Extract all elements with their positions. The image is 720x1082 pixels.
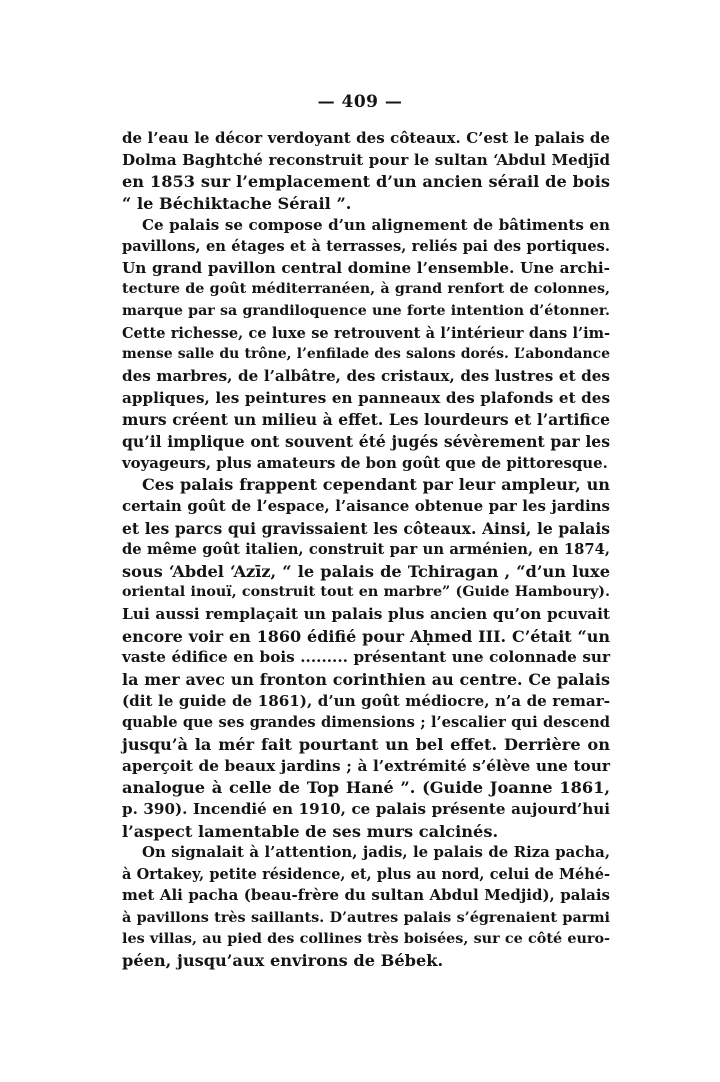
text-line: en 1853 sur l’emplacement d’un ancien sérail de bois — [122, 172, 610, 192]
text-line: Un grand pavillon central domine l’ensemble. Une archi- — [122, 258, 610, 277]
text-line: encore voir en 1860 édifié pour Aḥmed III. C’était “un — [122, 626, 610, 646]
text-line: met Ali pacha (beau-frère du sultan Abdul Medjid), palais — [122, 886, 610, 905]
text-line: p. 390). Incendié en 1910, ce palais présente aujourd’hui — [122, 799, 610, 818]
text-line: des marbres, de l’albâtre, des cristaux, des lustres et des — [122, 367, 610, 386]
text-line: murs créent un milieu à effet. Les lourdeurs et l’artifice — [122, 410, 610, 430]
text-line: Lui aussi remplaçait un palais plus ancien qu’on pcuvait — [122, 605, 610, 624]
text-line: vaste édifice en bois ......... présentant une colonnade sur — [122, 648, 610, 667]
text-line: On signalait à l’attention, jadis, le palais de Riza pacha, — [142, 843, 610, 862]
text-line: les villas, au pied des collines très boisées, sur ce côté euro- — [122, 930, 610, 947]
text-line: “ le Béchiktache Sérail ”. — [122, 193, 352, 213]
text-line: voyageurs, plus amateurs de bon goût que de pittoresque. — [122, 453, 608, 472]
text-line: Cette richesse, ce luxe se retrouvent à l’intérieur dans l’im- — [122, 324, 610, 342]
text-line: appliques, les peintures en panneaux des plafonds et des — [122, 388, 610, 407]
text-line: tecture de goût méditerranéen, à grand renfort de colonnes, — [122, 281, 610, 298]
body-text — [122, 128, 610, 972]
text-line: Ce palais se compose d’un alignement de bâtiments en — [142, 215, 610, 234]
text-line: et les parcs qui gravissaient les côteaux. Ainsi, le palais — [122, 518, 610, 538]
text-line: oriental inouï, construit tout en marbre” (Guide Hamboury). — [122, 584, 610, 601]
text-line: Dolma Baghtché reconstruit pour le sultan ‘Abdul Medjīd — [122, 150, 610, 169]
page-number: — 409 — — [317, 92, 403, 112]
text-line: mense salle du trône, l’enfilade des salons dorés. L’abondance — [122, 346, 610, 363]
text-line: la mer avec un fronton corinthien au centre. Ce palais — [122, 670, 610, 690]
text-line: analogue à celle de Top Hané ”. (Guide Joanne 1861, — [122, 778, 610, 798]
text-line: de même goût italien, construit par un arménien, en 1874, — [122, 541, 610, 559]
text-line: aperçoit de beaux jardins ; à l’extrémité s’élève une tour — [122, 756, 610, 775]
text-line: (dit le guide de 1861), d’un goût médiocre, n’a de remar- — [122, 691, 610, 710]
text-line: Ces palais frappent cependant par leur ampleur, un — [142, 475, 610, 495]
text-line: qu’il implique ont souvent été jugés sévèrement par les — [122, 431, 610, 451]
text-line: certain goût de l’espace, l’aisance obtenue par les jardins — [122, 496, 610, 515]
text-line: de l’eau le décor verdoyant des côteaux. C’est le palais de — [122, 129, 610, 147]
text-line: à pavillons très saillants. D’autres palais s’égrenaient parmi — [122, 909, 610, 927]
text-line: marque par sa grandiloquence une forte intention d’étonner. — [122, 303, 610, 320]
text-line: péen, jusqu’aux environs de Bébek. — [122, 951, 444, 971]
text-line: quable que ses grandes dimensions ; l’escalier qui descend — [122, 714, 610, 732]
text-line: sous ‘Abdel ‘Azīz, “ le palais de Tchiragan , “d’un luxe — [122, 561, 610, 581]
text-line: l’aspect lamentable de ses murs calcinés. — [122, 821, 499, 841]
text-line: pavillons, en étages et à terrasses, reliés pai des portiques. — [122, 238, 610, 256]
text-line: à Ortakey, petite résidence, et, plus au nord, celui de Méhé- — [122, 865, 610, 883]
text-line: jusqu’à la mér fait pourtant un bel effet. Derrière on — [122, 734, 610, 754]
